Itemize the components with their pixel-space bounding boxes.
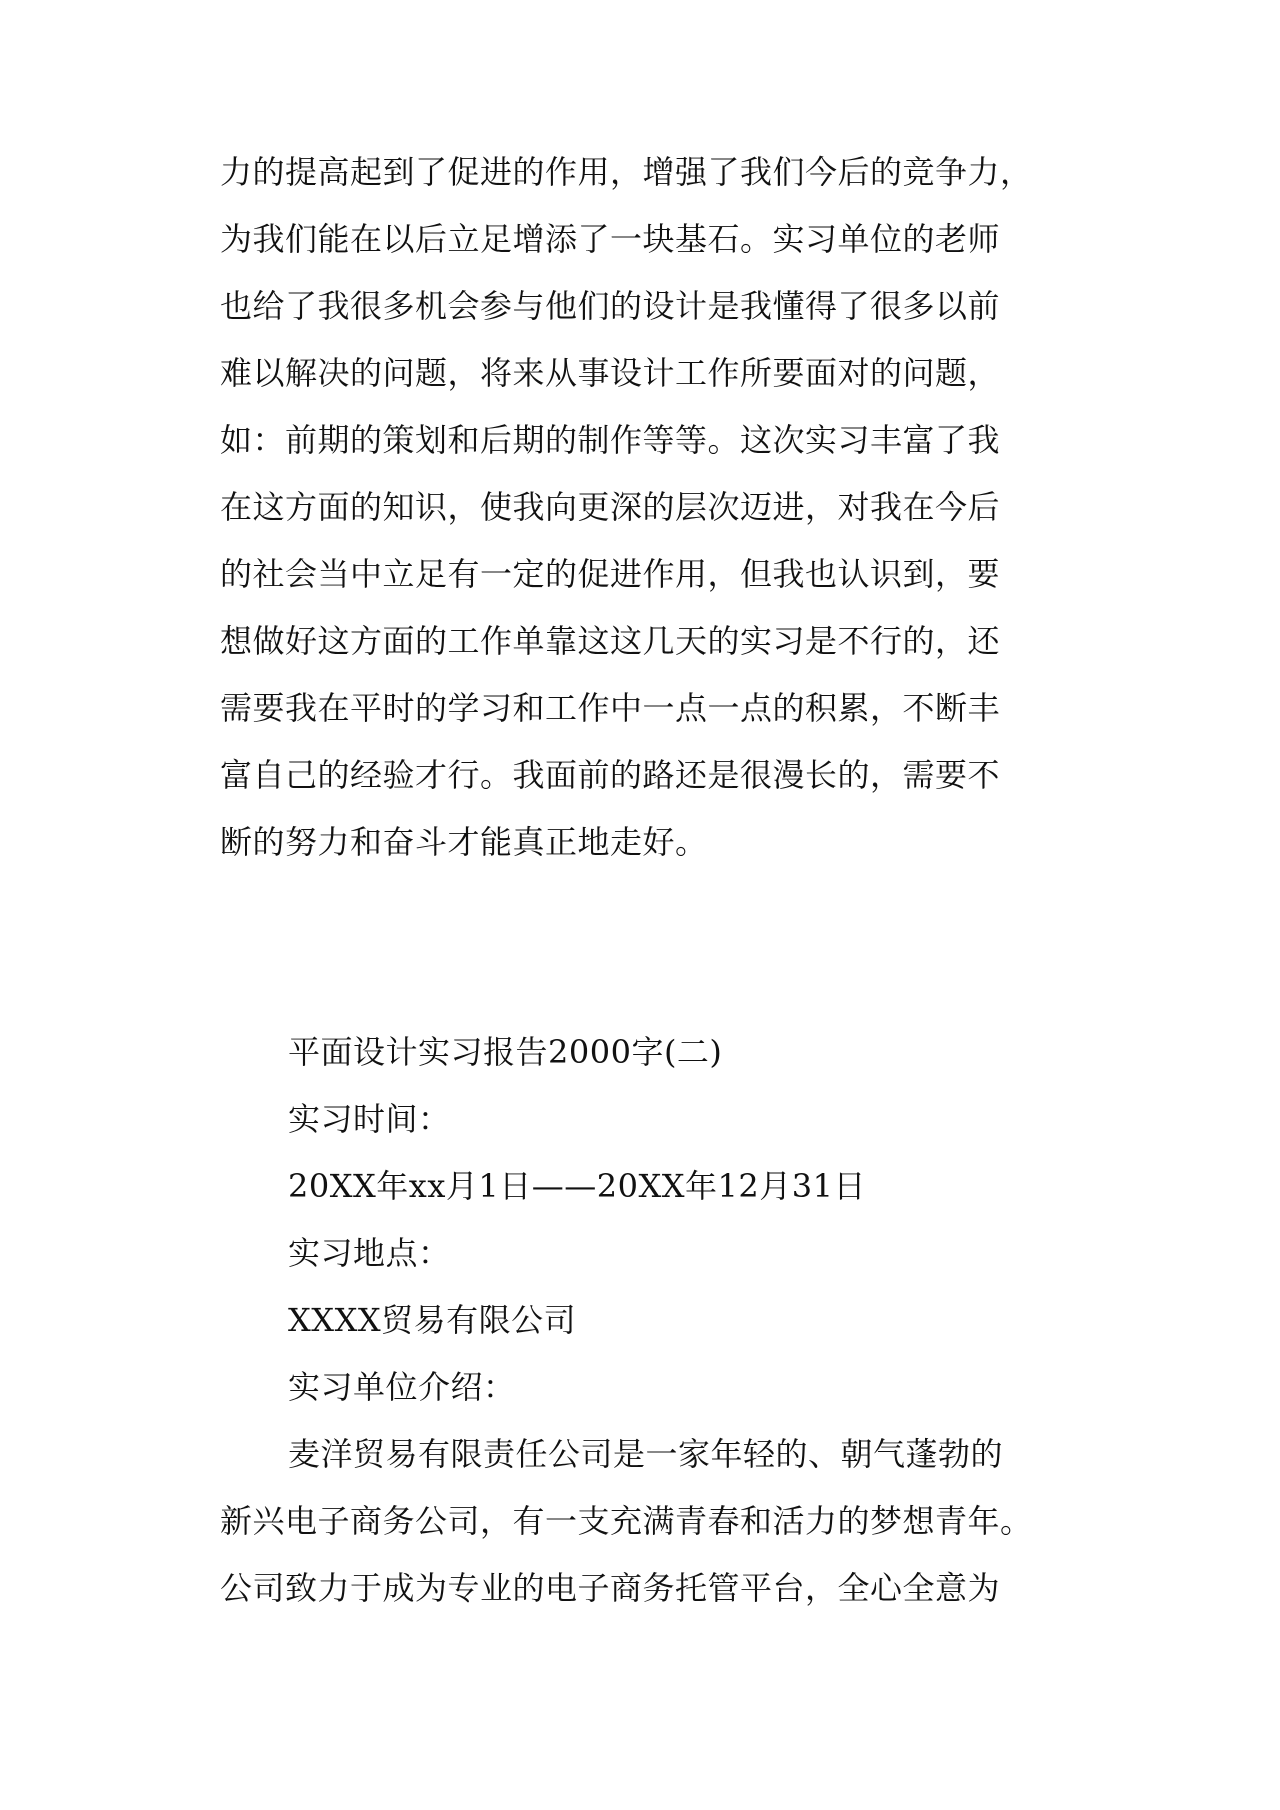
paragraph-line: 麦洋贸易有限责任公司是一家年轻的、朝气蓬勃的 [288,1435,1004,1473]
paragraph-line: 想做好这方面的工作单靠这这几天的实习是不行的，还 [220,622,1001,660]
paragraph-line: 断的努力和奋斗才能真正地走好。 [220,823,708,861]
internship-place-label: 实习地点： [288,1234,451,1272]
company-intro-label: 实习单位介绍： [288,1368,516,1406]
paragraph-line: 在这方面的知识，使我向更深的层次迈进，对我在今后 [220,488,1001,526]
paragraph-line: 为我们能在以后立足增添了一块基石。实习单位的老师 [220,220,1001,258]
paragraph-line: 的社会当中立足有一定的促进作用，但我也认识到，要 [220,555,1001,593]
paragraph-line: 需要我在平时的学习和工作中一点一点的积累，不断丰 [220,689,1001,727]
paragraph-line: 力的提高起到了促进的作用，增强了我们今后的竞争力， [220,153,1033,191]
internship-time-value: 20XX年xx月1日——20XX年12月31日 [288,1167,866,1205]
section-title: 平面设计实习报告2000字(二) [288,1033,723,1071]
internship-place-value: XXXX贸易有限公司 [288,1301,577,1339]
paragraph-line: 难以解决的问题，将来从事设计工作所要面对的问题， [220,354,1001,392]
paragraph-line: 也给了我很多机会参与他们的设计是我懂得了很多以前 [220,287,1001,325]
paragraph-line: 如：前期的策划和后期的制作等等。这次实习丰富了我 [220,421,1001,459]
paragraph-line: 富自己的经验才行。我面前的路还是很漫长的，需要不 [220,756,1001,794]
internship-time-label: 实习时间： [288,1100,451,1138]
paragraph-line: 公司致力于成为专业的电子商务托管平台，全心全意为 [220,1569,1001,1607]
paragraph-line: 新兴电子商务公司，有一支充满青春和活力的梦想青年。 [220,1502,1033,1540]
